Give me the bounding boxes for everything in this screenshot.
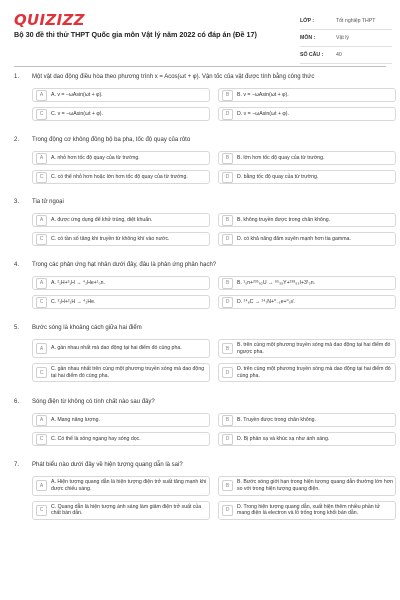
- answer-option-a[interactable]: [32, 413, 210, 427]
- answer-option-b[interactable]: [218, 88, 396, 102]
- option-text: A. nhỏ hơn tốc độ quay của từ trường.: [51, 154, 140, 161]
- option-letter-box: D: [222, 172, 233, 183]
- question-header: [0, 137, 400, 151]
- option-letter-box: A: [36, 480, 47, 491]
- option-letter-box: A: [36, 153, 47, 164]
- option-letter-box: D: [222, 234, 233, 245]
- question-header: [0, 462, 400, 476]
- question-2: [0, 137, 400, 184]
- option-text: B. ¹₀n+²³⁵₉₂U → ⁹⁵₃₉Y+¹³⁸₅₃I+3¹₀n.: [237, 279, 316, 286]
- question-header: [0, 325, 400, 339]
- option-text: D. ¹⁴₆C → ¹⁴₇N+⁰₋₁e+⁰₀ν̄.: [237, 298, 295, 305]
- meta-label: MÔN :: [300, 35, 316, 41]
- answer-option-b[interactable]: [218, 339, 396, 358]
- answer-option-a[interactable]: [32, 476, 210, 495]
- option-letter-box: B: [222, 343, 233, 354]
- question-header: [0, 262, 400, 276]
- answer-option-c[interactable]: [32, 232, 210, 246]
- option-letter-box: C: [36, 172, 47, 183]
- option-letter-box: D: [222, 109, 233, 120]
- option-letter-box: A: [36, 278, 47, 289]
- option-letter-box: D: [222, 367, 233, 378]
- question-header: [0, 199, 400, 213]
- answer-option-c[interactable]: [32, 170, 210, 184]
- answer-options: [32, 276, 400, 309]
- option-letter-box: A: [36, 90, 47, 101]
- option-text: A. Mang năng lượng.: [51, 417, 100, 424]
- answer-option-a[interactable]: [32, 213, 210, 227]
- option-text: C. có thể nhỏ hơn hoặc lớn hơn tốc độ quay của từ trường.: [51, 173, 188, 180]
- option-letter-box: C: [36, 297, 47, 308]
- meta-row-subject: [300, 30, 392, 47]
- question-text: Một vật dao động điều hòa theo phương trình x = Acos(ωt + φ). Vận tốc của vật được tính bằng công thức: [32, 74, 315, 80]
- answer-option-a[interactable]: [32, 151, 210, 165]
- question-1: [0, 74, 400, 121]
- meta-value: Vật lý: [336, 35, 349, 41]
- option-text: C. Quang dẫn là hiện tượng ánh sáng làm giảm điện trở suất của chất bán dẫn.: [51, 503, 202, 517]
- option-text: D. bằng tốc độ quay của từ trường.: [237, 173, 319, 180]
- question-number: 7.: [14, 462, 20, 469]
- question-text: Sóng điện từ không có tính chất nào sau đây?: [32, 399, 155, 406]
- meta-value: Tốt nghiệp THPT: [336, 18, 376, 24]
- option-letter-box: B: [222, 480, 233, 491]
- option-letter-box: D: [222, 434, 233, 445]
- header-divider: [14, 66, 386, 67]
- option-text: B. v = −ωAsin(ωt + φ).: [237, 91, 289, 98]
- question-6: [0, 399, 400, 446]
- answer-option-b[interactable]: [218, 476, 396, 495]
- answer-option-c[interactable]: [32, 501, 210, 520]
- option-text: A. được ứng dụng để khử trùng, diệt khuẩn.: [51, 216, 153, 223]
- answer-option-a[interactable]: [32, 88, 210, 102]
- question-list: [0, 74, 400, 520]
- option-text: B. Truyền được trong chân không.: [237, 417, 316, 424]
- question-text: Bước sóng là khoảng cách giữa hai điểm: [32, 325, 142, 331]
- option-text: B. không truyền được trong chân không.: [237, 216, 331, 223]
- question-number: 1.: [14, 74, 20, 80]
- option-text: C. có tần số tăng khi truyền từ không khí vào nước.: [51, 235, 170, 242]
- quizizz-logo: QUIZIZZ: [14, 11, 85, 29]
- answer-option-c[interactable]: [32, 107, 210, 121]
- answer-options: [32, 413, 400, 446]
- question-number: 3.: [14, 199, 20, 205]
- question-text: Trong động cơ không đồng bộ ba pha, tốc độ quay của rôto: [32, 137, 191, 143]
- option-text: A. ²₁H+³₁H → ⁴₂He+¹₀n.: [51, 279, 106, 286]
- answer-option-c[interactable]: [32, 432, 210, 446]
- answer-option-b[interactable]: [218, 276, 396, 290]
- option-text: C. Có thể là sóng ngang hay sóng dọc.: [51, 436, 141, 443]
- answer-option-d[interactable]: [218, 363, 396, 382]
- answer-option-b[interactable]: [218, 213, 396, 227]
- option-letter-box: B: [222, 153, 233, 164]
- option-text: C. gần nhau nhất trên cùng một phương truyền sóng mà dao động tại hai điểm đó cùng pha.: [51, 366, 205, 379]
- option-letter-box: B: [222, 215, 233, 226]
- meta-row-class: [300, 13, 392, 30]
- answer-option-d[interactable]: [218, 232, 396, 246]
- question-4: [0, 262, 400, 309]
- question-number: 2.: [14, 137, 20, 143]
- answer-option-d[interactable]: [218, 295, 396, 309]
- question-number: 5.: [14, 325, 20, 331]
- answer-options: [32, 88, 400, 121]
- option-text: C. ²₁H+²₁H → ⁴₂He.: [51, 298, 96, 305]
- answer-option-d[interactable]: [218, 501, 396, 520]
- answer-option-c[interactable]: [32, 295, 210, 309]
- answer-options: [32, 476, 400, 519]
- option-letter-box: C: [36, 234, 47, 245]
- answer-option-b[interactable]: [218, 413, 396, 427]
- answer-option-b[interactable]: [218, 151, 396, 165]
- option-text: A. Hiện tượng quang dẫn là hiện tượng điện trở suất tăng mạnh khi được chiếu sáng.: [51, 479, 207, 492]
- option-text: B. Bước sóng giới hạn trong hiện tượng quang dẫn thường lớn hơn so với trong hiện tượng quang điện.: [237, 479, 393, 492]
- question-text: Phát biểu nào dưới đây về hiện tượng quang dẫn là sai?: [32, 462, 183, 469]
- answer-option-d[interactable]: [218, 107, 396, 121]
- question-3: [0, 199, 400, 246]
- option-letter-box: C: [36, 367, 47, 378]
- meta-value: 40: [336, 52, 342, 58]
- answer-option-d[interactable]: [218, 432, 396, 446]
- answer-options: [32, 339, 400, 382]
- option-text: D. Trong hiện tượng quang dẫn, xuất hiện thêm nhiều phần tử mang điện là electron và lỗ trống trong khối bán dẫn.: [237, 503, 381, 517]
- worksheet-header: [0, 0, 400, 64]
- option-text: D. trên cùng một phương truyền sóng mà dao động tại hai điểm đó cùng pha.: [237, 366, 391, 379]
- question-5: [0, 325, 400, 382]
- option-text: D. có khả năng đâm xuyên mạnh hơn tia gamma.: [237, 235, 351, 242]
- option-letter-box: C: [36, 109, 47, 120]
- question-number: 6.: [14, 399, 20, 406]
- option-text: A. gần nhau nhất mà dao động tại hai điểm đó cùng pha.: [51, 345, 182, 352]
- option-text: D. v = −ωAsin(ωt + φ).: [237, 110, 289, 117]
- answer-options: [32, 213, 400, 246]
- answer-option-a[interactable]: [32, 339, 210, 358]
- option-letter-box: A: [36, 215, 47, 226]
- meta-table: [300, 13, 392, 64]
- option-letter-box: D: [222, 297, 233, 308]
- answer-option-a[interactable]: [32, 276, 210, 290]
- option-text: C. v = −ωAsin(ωt + φ).: [51, 110, 103, 117]
- answer-option-d[interactable]: [218, 170, 396, 184]
- question-header: [0, 74, 400, 88]
- option-letter-box: D: [222, 505, 233, 516]
- answer-option-c[interactable]: [32, 363, 210, 382]
- question-7: [0, 462, 400, 519]
- option-letter-box: C: [36, 505, 47, 516]
- answer-options: [32, 151, 400, 184]
- option-text: A. v = −ωAsin(ωt + φ).: [51, 91, 103, 98]
- question-text: Tia tử ngoại: [32, 199, 64, 205]
- option-letter-box: B: [222, 415, 233, 426]
- question-text: Trong các phản ứng hạt nhân dưới đây, đâu là phản ứng phân hạch?: [32, 262, 217, 268]
- option-letter-box: B: [222, 278, 233, 289]
- question-number: 4.: [14, 262, 20, 268]
- option-letter-box: A: [36, 343, 47, 354]
- option-text: B. trên cùng một phương truyền sóng mà dao động tại hai điểm đó ngược pha.: [237, 342, 391, 355]
- option-letter-box: C: [36, 434, 47, 445]
- option-letter-box: A: [36, 415, 47, 426]
- meta-label: SỐ CÂU :: [300, 52, 324, 58]
- option-letter-box: B: [222, 90, 233, 101]
- meta-row-count: [300, 47, 392, 64]
- option-text: D. Bị phản xạ và khúc xạ như ánh sáng.: [237, 436, 330, 443]
- meta-label: LỚP :: [300, 18, 315, 24]
- question-header: [0, 399, 400, 413]
- page-title: Bộ 30 đề thi thử THPT Quốc gia môn Vật lý năm 2022 có đáp án (Đề 17): [14, 30, 257, 39]
- option-text: B. lớn hơn tốc độ quay của từ trường.: [237, 154, 325, 161]
